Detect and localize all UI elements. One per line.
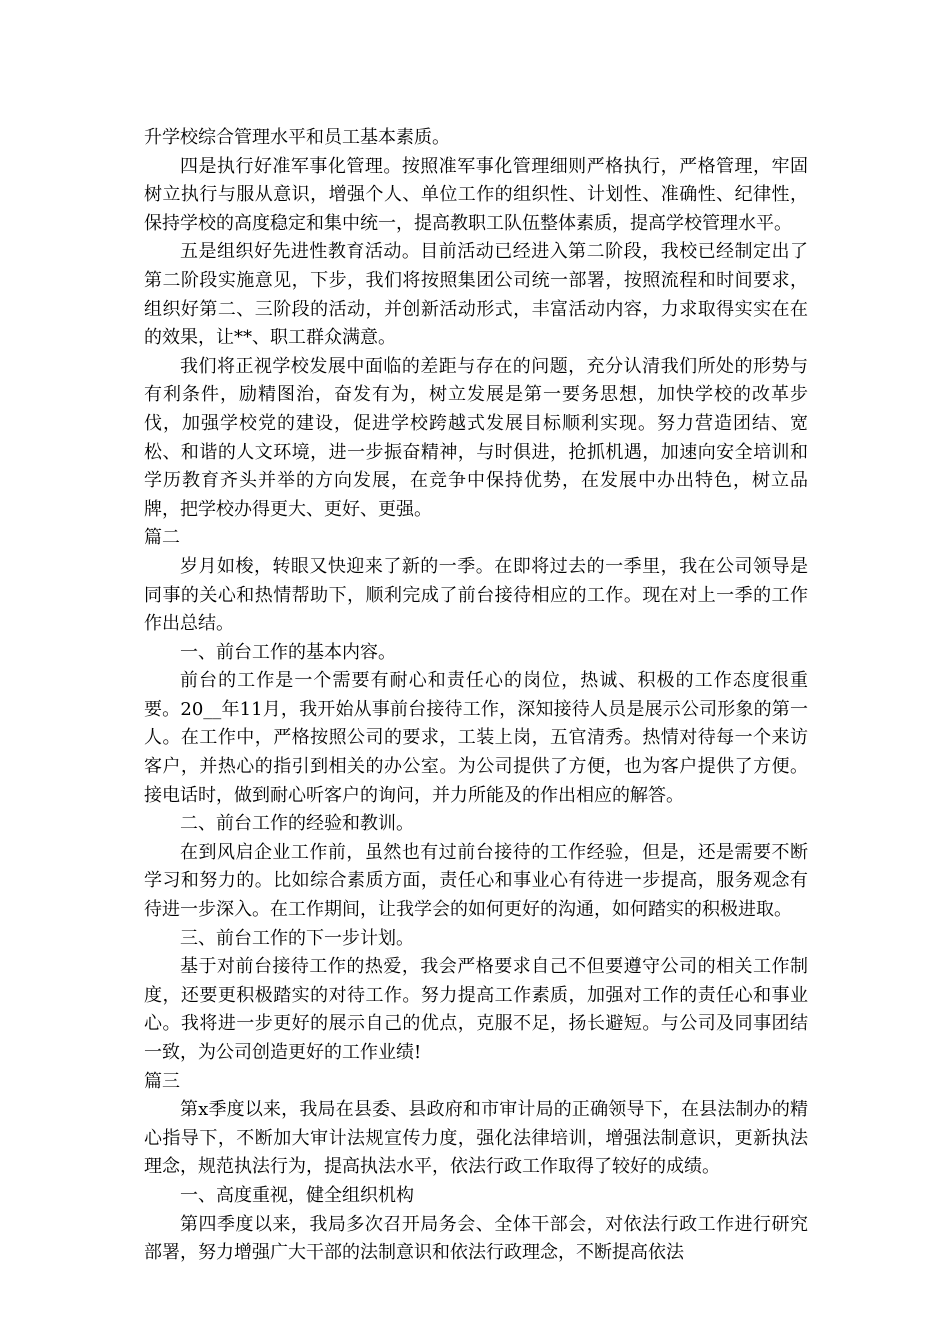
paragraph: 二、前台工作的经验和教训。 [180, 813, 414, 835]
section-heading: 篇二 [144, 527, 180, 549]
paragraph: 一、高度重视，健全组织机构 [180, 1184, 414, 1206]
paragraph: 在到风启企业工作前，虽然也有过前台接待的工作经验，但是，还是需要不断学习和努力的。比如综合素质方面，责任心和事业心有待进一步提高，服务观念有待进一步深入。在工作期间，让我学会的如何更好的沟通，如何踏实的积极进取。 [144, 841, 808, 921]
paragraph: 一、前台工作的基本内容。 [180, 641, 396, 663]
paragraph: 第x季度以来，我局在县委、县政府和市审计局的正确领导下，在县法制办的精心指导下，不断加大审计法规宣传力度，强化法律培训，增强法制意识，更新执法理念，规范执法行为，提高执法水平，依法行政工作取得了较好的成绩。 [144, 1099, 808, 1178]
paragraph: 五是组织好先进性教育活动。目前活动已经进入第二阶段，我校已经制定出了第二阶段实施意见，下步，我们将按照集团公司统一部署，按照流程和时间要求，组织好第二、三阶段的活动，并创新活动形式，丰富活动内容，力求取得实实在在的效果，让**、职工群众满意。 [144, 241, 808, 349]
paragraph: 我们将正视学校发展中面临的差距与存在的问题，充分认清我们所处的形势与有利条件，励精图治，奋发有为，树立发展是第一要务思想，加快学校的改革步伐，加强学校党的建设，促进学校跨越式发展目标顺利实现。努力营造团结、宽松、和谐的人文环境，进一步振奋精神，与时俱进，抢抓机遇，加速向安全培训和学历教育齐头并举的方向发展，在竞争中保持优势，在发展中办出特色，树立品牌，把学校办得更大、更好、更强。 [144, 355, 808, 520]
paragraph: 前台的工作是一个需要有耐心和责任心的岗位，热诚、积极的工作态度很重要。20__年11月，我开始从事前台接待工作，深知接待人员是展示公司形象的第一人。在工作中，严格按照公司的要求，工装上岗，五官清秀。热情对待每一个来访客户，并热心的指引到相关的办公室。为公司提供了方便，也为客户提供了方便。接电话时，做到耐心听客户的询问，并力所能及的作出相应的解答。 [144, 670, 808, 806]
paragraph: 第四季度以来，我局多次召开局务会、全体干部会，对依法行政工作进行研究部署，努力增强广大干部的法制意识和依法行政理念，不断提高依法 [144, 1213, 808, 1264]
document-page [144, 124, 808, 1268]
paragraph: 岁月如梭，转眼又快迎来了新的一季。在即将过去的一季里，我在公司领导是同事的关心和热情帮助下，顺利完成了前台接待相应的工作。现在对上一季的工作作出总结。 [144, 555, 808, 635]
section-heading: 篇三 [144, 1070, 180, 1092]
paragraph: 三、前台工作的下一步计划。 [180, 927, 414, 949]
paragraph: 升学校综合管理水平和员工基本素质。 [144, 127, 450, 148]
paragraph: 基于对前台接待工作的热爱，我会严格要求自己不但要遵守公司的相关工作制度，还要更积极踏实的对待工作。努力提高工作素质，加强对工作的责任心和事业心。我将进一步更好的展示自己的优点，克服不足，扬长避短。与公司及同事团结一致，为公司创造更好的工作业绩! [144, 956, 808, 1063]
paragraph: 四是执行好准军事化管理。按照准军事化管理细则严格执行，严格管理，牢固树立执行与服从意识，增强个人、单位工作的组织性、计划性、准确性、纪律性，保持学校的高度稳定和集中统一，提高教职工队伍整体素质，提高学校管理水平。 [144, 155, 808, 234]
